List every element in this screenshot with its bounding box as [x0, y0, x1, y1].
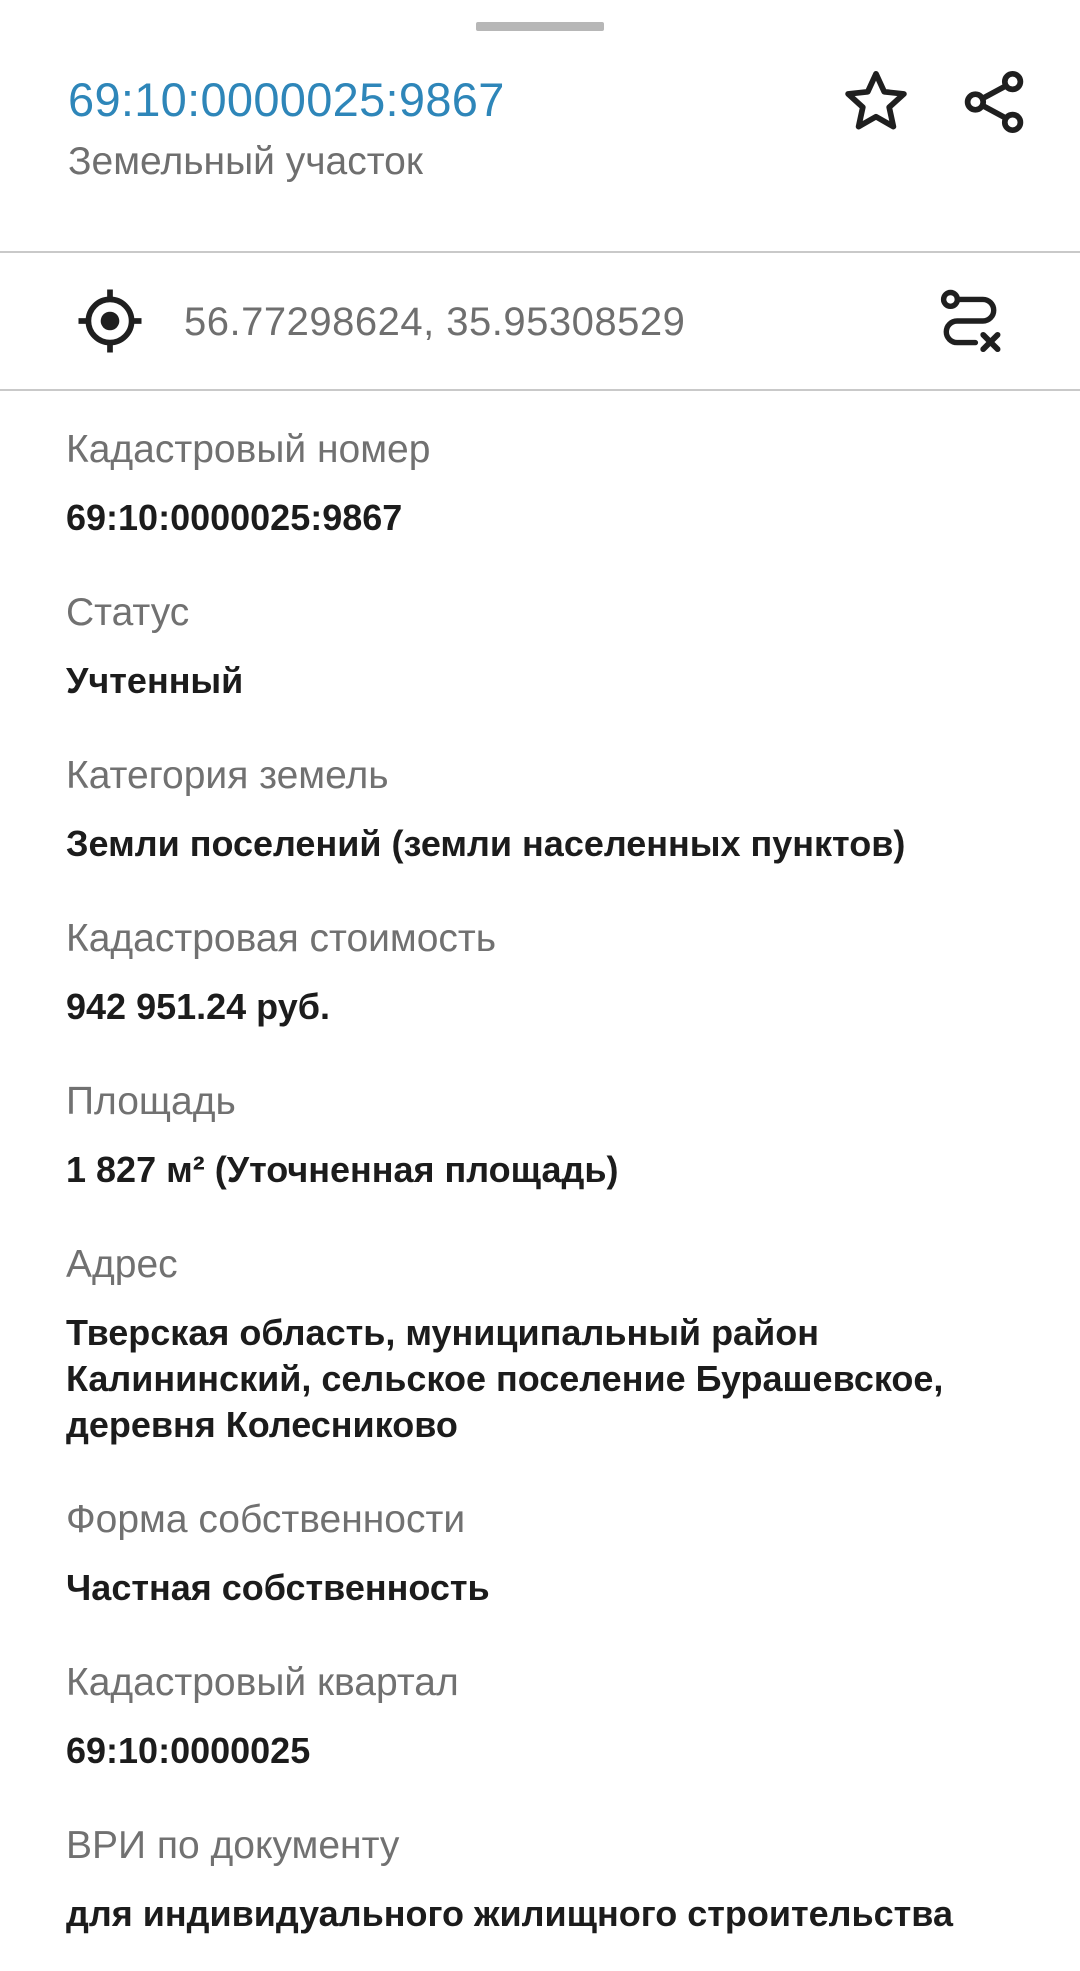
location-row: [0, 253, 1080, 389]
route-clear-icon: [934, 285, 1006, 357]
cadastral-value-value: 942 951.24 руб.: [66, 986, 330, 1027]
share-icon: [958, 66, 1030, 138]
parcel-type: Земельный участок: [68, 140, 423, 183]
parcel-title[interactable]: 69:10:0000025:9867: [68, 73, 505, 126]
land-category-value: Земли поселений (земли населенных пунктов): [66, 823, 906, 864]
address-value: Тверская область, муниципальный район Калининский, сельское поселение Бурашевское, деревня Колесниково: [66, 1312, 944, 1445]
permitted-use-label: ВРИ по документу: [66, 1824, 400, 1867]
locate-button[interactable]: [62, 273, 158, 369]
crosshair-icon: [74, 285, 146, 357]
status-value: Учтенный: [66, 660, 244, 701]
coordinates-text[interactable]: 56.77298624, 35.95308529: [184, 300, 686, 344]
parcel-header: [0, 0, 1080, 252]
cadastral-number-label: Кадастровый номер: [66, 428, 431, 471]
area-value: 1 827 м² (Уточненная площадь): [66, 1149, 619, 1190]
ownership-form-label: Форма собственности: [66, 1498, 466, 1541]
favorite-button[interactable]: [828, 54, 924, 150]
share-button[interactable]: [946, 54, 1042, 150]
permitted-use-value: для индивидуального жилищного строительства: [66, 1893, 953, 1934]
star-outline-icon: [840, 66, 912, 138]
ownership-form-value: Частная собственность: [66, 1567, 490, 1608]
cadastral-quarter-value: 69:10:0000025: [66, 1730, 311, 1771]
route-button[interactable]: [922, 273, 1018, 369]
cadastral-value-label: Кадастровая стоимость: [66, 917, 497, 960]
cadastral-number-value: 69:10:0000025:9867: [66, 497, 403, 538]
location-divider: [0, 389, 1080, 391]
address-label: Адрес: [66, 1243, 178, 1286]
area-label: Площадь: [66, 1080, 236, 1123]
status-label: Статус: [66, 591, 190, 634]
cadastral-quarter-label: Кадастровый квартал: [66, 1661, 459, 1704]
land-category-label: Категория земель: [66, 754, 389, 797]
